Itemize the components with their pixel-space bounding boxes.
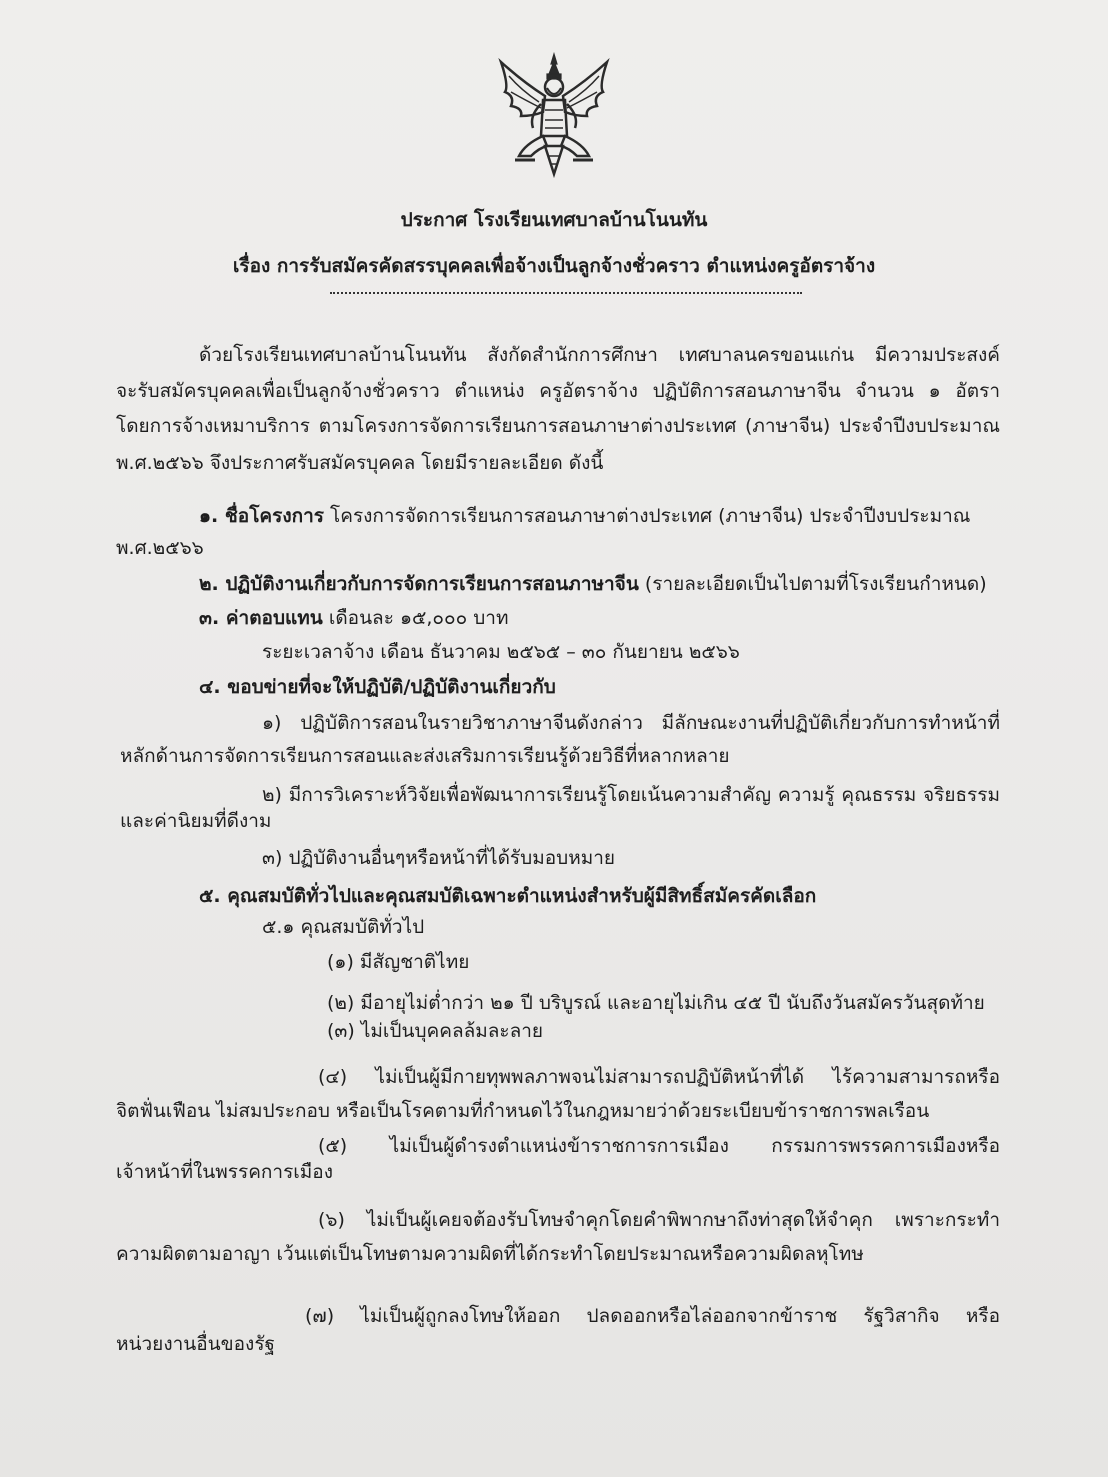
section-3-text: เดือนละ ๑๕,๐๐๐ บาท bbox=[322, 607, 509, 629]
section-4-item-2b: และค่านิยมที่ดีงาม bbox=[120, 810, 272, 832]
section-4-item-1a: ๑) ปฏิบัติการสอนในรายวิชาภาษาจีนดังกล่าว มีลักษณะงานที่ปฏิบัติเกี่ยวกับการทำหน้าที่ bbox=[262, 712, 1000, 734]
section-1-text: โครงการจัดการเรียนการสอนภาษาต่างประเทศ (ภาษาจีน) ประจำปีงบประมาณ bbox=[323, 505, 971, 527]
document-subject: เรื่อง การรับสมัครคัดสรรบุคคลเพื่อจ้างเป็นลูกจ้างชั่วคราว ตำแหน่งครูอัตราจ้าง bbox=[232, 255, 876, 277]
section-1-continued: พ.ศ.๒๕๖๖ bbox=[116, 537, 204, 559]
section-1-heading: ๑. ชื่อโครงการ bbox=[199, 505, 324, 527]
qualification-2: (๒) มีอายุไม่ต่ำกว่า ๒๑ ปี บริบูรณ์ และอายุไม่เกิน ๔๕ ปี นับถึงวันสมัครวันสุดท้าย bbox=[327, 992, 985, 1014]
intro-line-2: จะรับสมัครบุคคลเพื่อเป็นลูกจ้างชั่วคราว ตำแหน่ง ครูอัตราจ้าง ปฏิบัติการสอนภาษาจีน จำนวน ๑ อัตรา bbox=[116, 380, 1000, 402]
section-1 bbox=[199, 504, 970, 528]
section-4-item-2a: ๒) มีการวิเคราะห์วิจัยเพื่อพัฒนาการเรียนรู้โดยเน้นความสำคัญ ความรู้ คุณธรรม จริยธรรม bbox=[262, 784, 1000, 806]
section-2-heading: ๒. ปฏิบัติงานเกี่ยวกับการจัดการเรียนการสอนภาษาจีน bbox=[199, 573, 639, 595]
qualification-3: (๓) ไม่เป็นบุคคลล้มละลาย bbox=[327, 1020, 544, 1042]
qualification-4a: (๔) ไม่เป็นผู้มีกายทุพพลภาพจนไม่สามารถปฏิบัติหน้าที่ได้ ไร้ความสามารถหรือ bbox=[318, 1066, 1000, 1088]
qualification-7b: หน่วยงานอื่นของรัฐ bbox=[116, 1333, 276, 1355]
section-2 bbox=[199, 572, 987, 596]
document-title: ประกาศ โรงเรียนเทศบาลบ้านโนนทัน bbox=[400, 209, 708, 231]
intro-line-3: โดยการจ้างเหมาบริการ ตามโครงการจัดการเรียนการสอนภาษาต่างประเทศ (ภาษาจีน) ประจำปีงบประมาณ bbox=[116, 415, 1000, 437]
intro-line-1: ด้วยโรงเรียนเทศบาลบ้านโนนทัน สังกัดสำนักการศึกษา เทศบาลนครขอนแก่น มีความประสงค์ bbox=[199, 344, 1000, 366]
qualification-6b: ความผิดตามอาญา เว้นแต่เป็นโทษตามความผิดที่ได้กระทำโดยประมาณหรือความผิดลหุโทษ bbox=[116, 1243, 864, 1265]
section-3-heading: ๓. ค่าตอบแทน bbox=[199, 607, 323, 629]
garuda-emblem-icon bbox=[495, 52, 613, 182]
title-divider bbox=[330, 292, 802, 294]
qualification-5a: (๕) ไม่เป็นผู้ดำรงตำแหน่งข้าราชการการเมือง กรรมการพรรคการเมืองหรือ bbox=[318, 1135, 1000, 1157]
section-3 bbox=[199, 606, 509, 630]
qualification-5b: เจ้าหน้าที่ในพรรคการเมือง bbox=[116, 1161, 333, 1183]
qualification-6a: (๖) ไม่เป็นผู้เคยจต้องรับโทษจำคุกโดยคำพิพากษาถึงท่าสุดให้จำคุก เพราะกระทำ bbox=[318, 1209, 1000, 1231]
section-4-heading: ๔. ขอบข่ายที่จะให้ปฏิบัติ/ปฏิบัติงานเกี่ยวกับ bbox=[199, 676, 556, 698]
qualification-1: (๑) มีสัญชาติไทย bbox=[327, 951, 470, 973]
section-5-sub: ๕.๑ คุณสมบัติทั่วไป bbox=[262, 916, 425, 938]
section-2-text: (รายละเอียดเป็นไปตามที่โรงเรียนกำหนด) bbox=[638, 573, 987, 595]
qualification-7a: (๗) ไม่เป็นผู้ถูกลงโทษให้ออก ปลดออกหรือไล่ออกจากข้าราช รัฐวิสากิจ หรือ bbox=[305, 1305, 1000, 1327]
section-3-period: ระยะเวลาจ้าง เดือน ธันวาคม ๒๕๖๕ – ๓๐ กันยายน ๒๕๖๖ bbox=[262, 641, 740, 663]
intro-line-4: พ.ศ.๒๕๖๖ จึงประกาศรับสมัครบุคคล โดยมีรายละเอียด ดังนี้ bbox=[116, 452, 604, 474]
qualification-4b: จิตฟั่นเฟือน ไม่สมประกอบ หรือเป็นโรคตามที่กำหนดไว้ในกฎหมายว่าด้วยระเบียบข้าราชการพลเรือน bbox=[116, 1100, 930, 1122]
section-4-item-1b: หลักด้านการจัดการเรียนการสอนและส่งเสริมการเรียนรู้ด้วยวิธีที่หลากหลาย bbox=[120, 745, 730, 767]
section-5-heading: ๕. คุณสมบัติทั่วไปและคุณสมบัติเฉพาะตำแหน่งสำหรับผู้มีสิทธิ์สมัครคัดเลือก bbox=[199, 885, 817, 907]
section-4-item-3: ๓) ปฏิบัติงานอื่นๆหรือหน้าที่ได้รับมอบหมาย bbox=[262, 847, 616, 869]
